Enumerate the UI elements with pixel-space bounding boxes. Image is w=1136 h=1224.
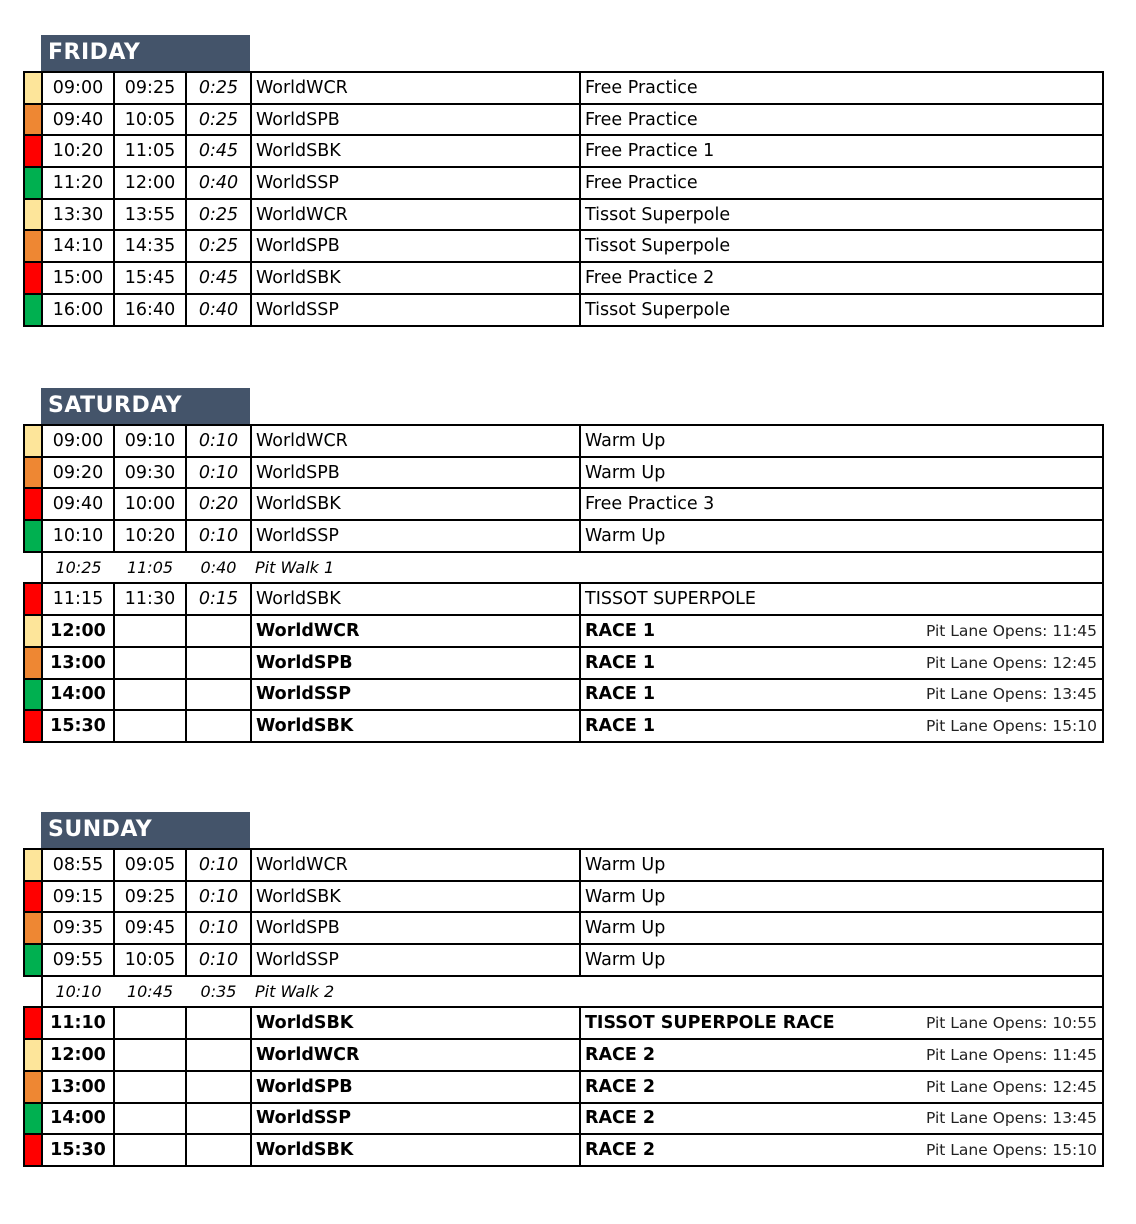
session-name (580, 679, 1103, 711)
session-name (580, 1134, 1103, 1166)
end-time: 10:20 (114, 520, 186, 552)
class-color-stripe (24, 1039, 42, 1071)
duration (186, 1103, 251, 1135)
schedule-row (24, 167, 1103, 199)
schedule-row (24, 425, 1103, 457)
schedule-table (23, 71, 1104, 327)
class-name: WorldSSP (251, 520, 580, 552)
class-name: WorldWCR (251, 1039, 580, 1071)
class-color-stripe (24, 647, 42, 679)
class-color-stripe (24, 583, 42, 615)
duration: 0:40 (186, 167, 251, 199)
end-time (114, 1007, 186, 1039)
schedule-row (24, 647, 1103, 679)
start-time: 13:00 (42, 647, 114, 679)
session-label: TISSOT SUPERPOLE RACE (585, 1013, 835, 1034)
duration: 0:25 (186, 72, 251, 104)
session-label: RACE 1 (585, 620, 656, 641)
start-time: 15:00 (42, 262, 114, 294)
schedule-row (24, 1103, 1103, 1135)
end-time (114, 1071, 186, 1103)
session-label: Free Practice (585, 109, 698, 130)
duration (186, 1039, 251, 1071)
start-time: 11:10 (42, 1007, 114, 1039)
class-name: WorldSBK (251, 583, 580, 615)
session-label: Warm Up (585, 886, 666, 907)
session-label: Free Practice 3 (585, 494, 715, 515)
class-color-stripe (24, 230, 42, 262)
end-time: 16:40 (114, 294, 186, 326)
end-time: 15:45 (114, 262, 186, 294)
class-name: WorldSPB (251, 1071, 580, 1103)
class-name: WorldWCR (251, 72, 580, 104)
session-name (580, 615, 1103, 647)
duration (186, 615, 251, 647)
end-time: 09:25 (114, 72, 186, 104)
schedule-row (24, 488, 1103, 520)
schedule-row (24, 615, 1103, 647)
duration (186, 1007, 251, 1039)
class-name: WorldWCR (251, 199, 580, 231)
end-time: 10:45 (114, 976, 186, 1008)
class-name: WorldSBK (251, 881, 580, 913)
schedule-row (24, 72, 1103, 104)
session-name (580, 425, 1103, 457)
end-time: 11:30 (114, 583, 186, 615)
class-name: WorldSBK (251, 488, 580, 520)
session-label: Free Practice 1 (585, 141, 715, 162)
schedule-row (24, 849, 1103, 881)
session-label: RACE 1 (585, 652, 656, 673)
session-name (580, 199, 1103, 231)
session-label: Tissot Superpole (585, 299, 731, 320)
session-label: RACE 2 (585, 1076, 656, 1097)
pit-lane-opens: Pit Lane Opens: 13:45 (925, 1109, 1097, 1128)
duration: 0:25 (186, 230, 251, 262)
schedule-row (24, 262, 1103, 294)
start-time: 12:00 (42, 1039, 114, 1071)
schedule-row (24, 520, 1103, 552)
start-time: 13:00 (42, 1071, 114, 1103)
session-label: Warm Up (585, 854, 666, 875)
class-color-stripe (24, 552, 42, 584)
session-name (580, 294, 1103, 326)
schedule-row (24, 1071, 1103, 1103)
duration: 0:10 (186, 425, 251, 457)
duration: 0:40 (186, 552, 251, 584)
end-time (114, 1039, 186, 1071)
end-time (114, 647, 186, 679)
start-time: 10:25 (42, 552, 114, 584)
end-time (114, 1134, 186, 1166)
class-name: WorldSSP (251, 167, 580, 199)
session-name (580, 849, 1103, 881)
pit-lane-opens: Pit Lane Opens: 12:45 (925, 1077, 1097, 1096)
class-name: WorldSBK (251, 710, 580, 742)
schedule-row (24, 135, 1103, 167)
class-color-stripe (24, 710, 42, 742)
end-time: 09:05 (114, 849, 186, 881)
schedule-row (24, 1039, 1103, 1071)
duration (186, 1071, 251, 1103)
schedule-row (24, 230, 1103, 262)
start-time: 10:20 (42, 135, 114, 167)
schedule-row (24, 912, 1103, 944)
start-time: 16:00 (42, 294, 114, 326)
schedule-row (24, 976, 1103, 1008)
start-time: 09:15 (42, 881, 114, 913)
class-color-stripe (24, 425, 42, 457)
start-time: 09:40 (42, 104, 114, 136)
class-color-stripe (24, 912, 42, 944)
end-time: 11:05 (114, 552, 186, 584)
duration: 0:45 (186, 262, 251, 294)
duration: 0:10 (186, 849, 251, 881)
session-name (580, 710, 1103, 742)
duration: 0:10 (186, 944, 251, 976)
day-title: FRIDAY (41, 35, 250, 71)
session-name (580, 647, 1103, 679)
duration (186, 679, 251, 711)
session-name (580, 881, 1103, 913)
start-time: 10:10 (42, 976, 114, 1008)
schedule-row (24, 944, 1103, 976)
session-label: Warm Up (585, 430, 666, 451)
schedule-row (24, 1007, 1103, 1039)
start-time: 15:30 (42, 1134, 114, 1166)
duration: 0:15 (186, 583, 251, 615)
end-time (114, 1103, 186, 1135)
session-label: Free Practice (585, 172, 698, 193)
duration: 0:10 (186, 457, 251, 489)
session-name (580, 944, 1103, 976)
duration (186, 710, 251, 742)
class-name: WorldSPB (251, 230, 580, 262)
start-time: 15:30 (42, 710, 114, 742)
pit-lane-opens: Pit Lane Opens: 11:45 (925, 621, 1097, 640)
pit-lane-opens: Pit Lane Opens: 11:45 (925, 1045, 1097, 1064)
class-color-stripe (24, 520, 42, 552)
class-color-stripe (24, 1007, 42, 1039)
schedule-row (24, 294, 1103, 326)
schedule-row (24, 679, 1103, 711)
end-time: 11:05 (114, 135, 186, 167)
session-name (580, 488, 1103, 520)
end-time (114, 679, 186, 711)
class-color-stripe (24, 457, 42, 489)
start-time: 09:40 (42, 488, 114, 520)
end-time: 09:30 (114, 457, 186, 489)
class-name: WorldSBK (251, 262, 580, 294)
session-name (580, 1071, 1103, 1103)
class-color-stripe (24, 976, 42, 1008)
class-color-stripe (24, 199, 42, 231)
session-label: Warm Up (585, 525, 666, 546)
end-time: 13:55 (114, 199, 186, 231)
end-time: 12:00 (114, 167, 186, 199)
duration: 0:20 (186, 488, 251, 520)
session-name (580, 912, 1103, 944)
duration: 0:10 (186, 881, 251, 913)
session-label: RACE 2 (585, 1140, 656, 1161)
session-label: Free Practice (585, 77, 698, 98)
session-label: Free Practice 2 (585, 267, 715, 288)
class-color-stripe (24, 944, 42, 976)
duration (186, 647, 251, 679)
pit-lane-opens: Pit Lane Opens: 12:45 (925, 653, 1097, 672)
class-name: WorldSPB (251, 457, 580, 489)
schedule-row (24, 199, 1103, 231)
class-color-stripe (24, 679, 42, 711)
session-label: Warm Up (585, 949, 666, 970)
start-time: 14:00 (42, 679, 114, 711)
end-time (114, 710, 186, 742)
start-time: 10:10 (42, 520, 114, 552)
class-name: WorldSSP (251, 679, 580, 711)
class-color-stripe (24, 488, 42, 520)
schedule-table (23, 424, 1104, 743)
session-name (580, 457, 1103, 489)
duration: 0:45 (186, 135, 251, 167)
start-time: 13:30 (42, 199, 114, 231)
start-time: 09:20 (42, 457, 114, 489)
session-name (580, 520, 1103, 552)
start-time: 11:20 (42, 167, 114, 199)
session-name (580, 1103, 1103, 1135)
duration: 0:25 (186, 199, 251, 231)
session-label: RACE 2 (585, 1108, 656, 1129)
start-time: 09:00 (42, 425, 114, 457)
schedule-table (23, 848, 1104, 1167)
start-time: 08:55 (42, 849, 114, 881)
pit-lane-opens: Pit Lane Opens: 15:10 (925, 1141, 1097, 1160)
duration: 0:10 (186, 912, 251, 944)
class-name: WorldSBK (251, 1134, 580, 1166)
class-color-stripe (24, 1134, 42, 1166)
session-label: Warm Up (585, 918, 666, 939)
session-name (580, 167, 1103, 199)
class-name: WorldSSP (251, 944, 580, 976)
session-name (580, 230, 1103, 262)
schedule-row (24, 881, 1103, 913)
start-time: 09:35 (42, 912, 114, 944)
pit-lane-opens: Pit Lane Opens: 13:45 (925, 685, 1097, 704)
class-color-stripe (24, 1103, 42, 1135)
class-name: WorldSBK (251, 1007, 580, 1039)
session-label: TISSOT SUPERPOLE (585, 589, 756, 610)
class-color-stripe (24, 104, 42, 136)
class-color-stripe (24, 72, 42, 104)
class-name: WorldSBK (251, 135, 580, 167)
end-time: 09:45 (114, 912, 186, 944)
session-label: RACE 2 (585, 1044, 656, 1065)
day-title: SATURDAY (41, 388, 250, 424)
class-name: WorldSSP (251, 1103, 580, 1135)
duration: 0:40 (186, 294, 251, 326)
start-time: 09:55 (42, 944, 114, 976)
end-time (114, 615, 186, 647)
schedule-row (24, 457, 1103, 489)
session-name (580, 583, 1103, 615)
start-time: 12:00 (42, 615, 114, 647)
class-name: WorldSPB (251, 912, 580, 944)
class-color-stripe (24, 1071, 42, 1103)
start-time: 14:10 (42, 230, 114, 262)
end-time: 10:00 (114, 488, 186, 520)
pit-walk-label: Pit Walk 1 (251, 552, 1103, 584)
session-label: Tissot Superpole (585, 236, 731, 257)
end-time: 09:25 (114, 881, 186, 913)
class-name: WorldSSP (251, 294, 580, 326)
duration (186, 1134, 251, 1166)
session-name (580, 262, 1103, 294)
end-time: 10:05 (114, 104, 186, 136)
class-color-stripe (24, 615, 42, 647)
class-color-stripe (24, 881, 42, 913)
duration: 0:10 (186, 520, 251, 552)
end-time: 14:35 (114, 230, 186, 262)
class-name: WorldSPB (251, 647, 580, 679)
pit-lane-opens: Pit Lane Opens: 10:55 (925, 1014, 1097, 1033)
session-name (580, 1007, 1103, 1039)
session-label: RACE 1 (585, 716, 656, 737)
class-name: WorldSPB (251, 104, 580, 136)
schedule-row (24, 583, 1103, 615)
class-color-stripe (24, 135, 42, 167)
end-time: 09:10 (114, 425, 186, 457)
session-name (580, 72, 1103, 104)
session-name (580, 104, 1103, 136)
schedule-row (24, 1134, 1103, 1166)
end-time: 10:05 (114, 944, 186, 976)
schedule-row (24, 552, 1103, 584)
class-color-stripe (24, 167, 42, 199)
schedule-row (24, 710, 1103, 742)
session-name (580, 135, 1103, 167)
start-time: 09:00 (42, 72, 114, 104)
day-title: SUNDAY (41, 812, 250, 848)
session-label: RACE 1 (585, 684, 656, 705)
class-name: WorldWCR (251, 425, 580, 457)
pit-lane-opens: Pit Lane Opens: 15:10 (925, 717, 1097, 736)
class-color-stripe (24, 262, 42, 294)
class-name: WorldWCR (251, 615, 580, 647)
duration: 0:25 (186, 104, 251, 136)
session-label: Warm Up (585, 462, 666, 483)
pit-walk-label: Pit Walk 2 (251, 976, 1103, 1008)
session-label: Tissot Superpole (585, 204, 731, 225)
start-time: 14:00 (42, 1103, 114, 1135)
duration: 0:35 (186, 976, 251, 1008)
class-color-stripe (24, 294, 42, 326)
session-name (580, 1039, 1103, 1071)
schedule-row (24, 104, 1103, 136)
class-color-stripe (24, 849, 42, 881)
class-name: WorldWCR (251, 849, 580, 881)
start-time: 11:15 (42, 583, 114, 615)
